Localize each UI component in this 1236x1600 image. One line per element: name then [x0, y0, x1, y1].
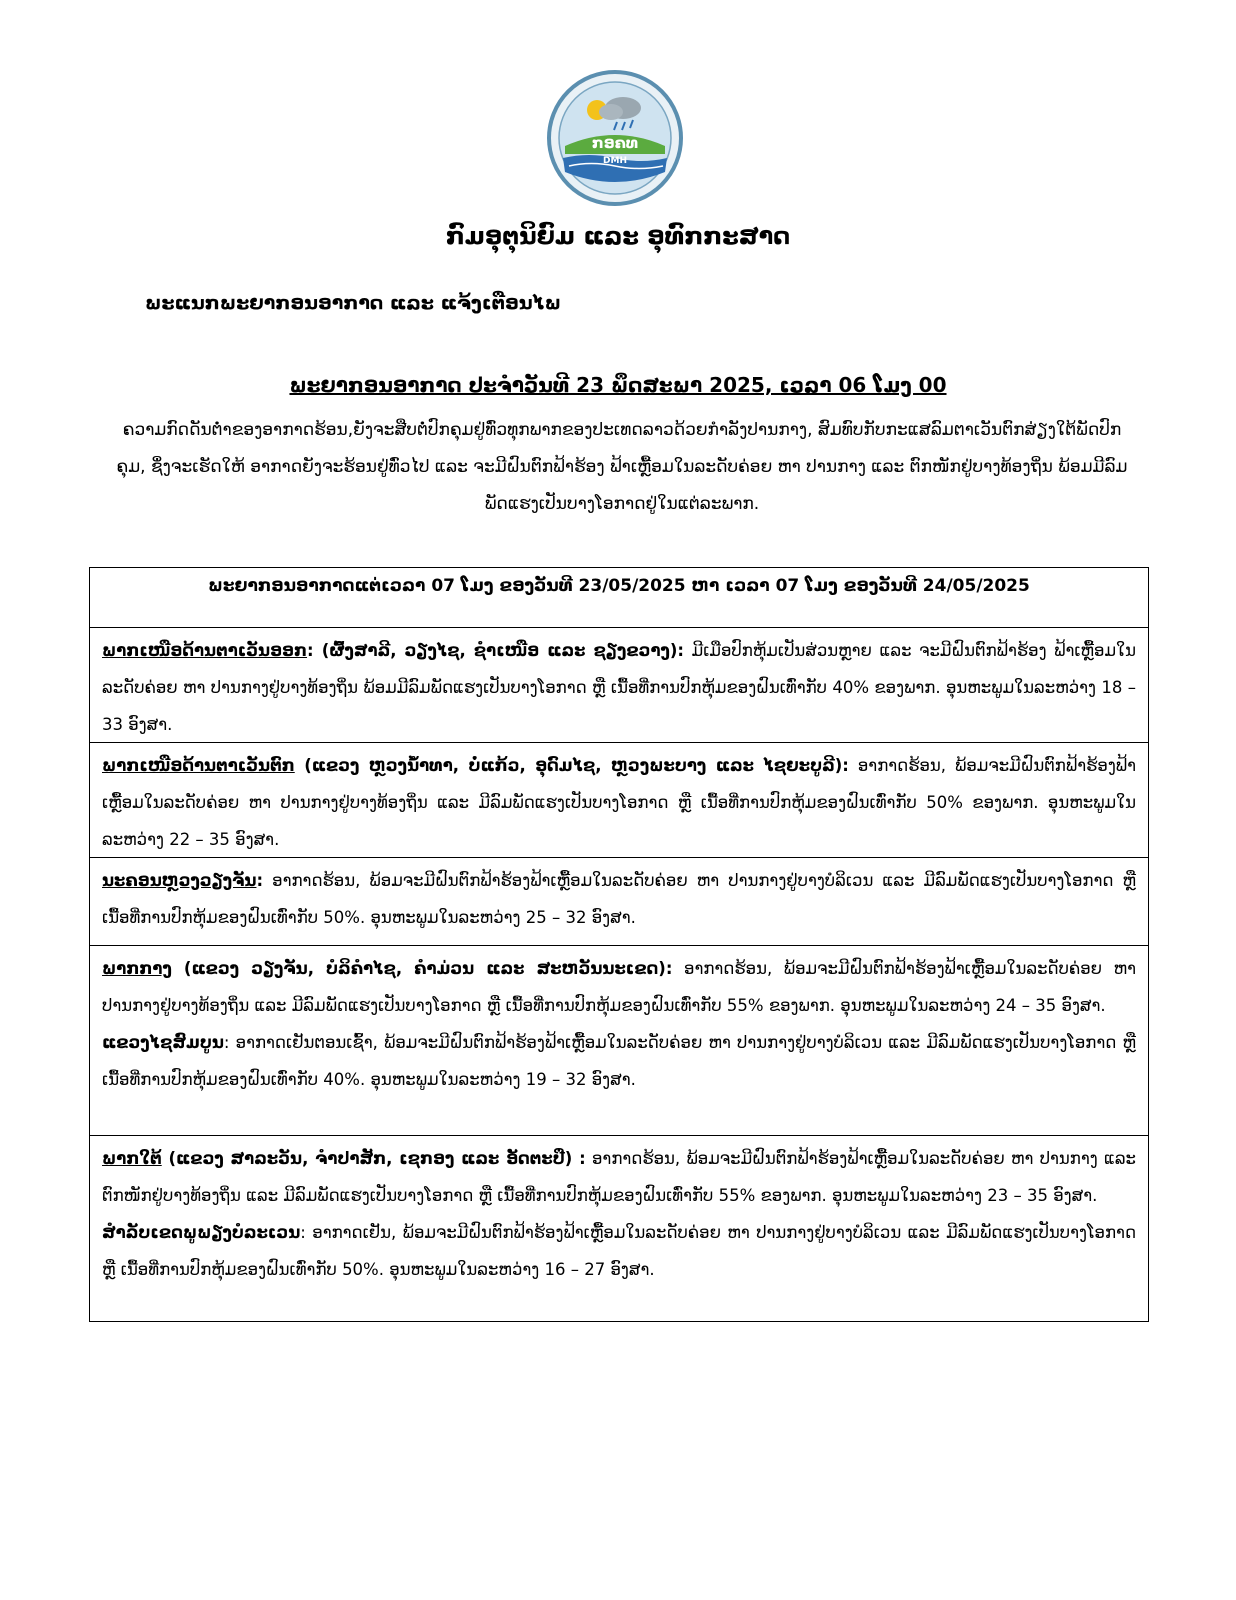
table-row: [90, 628, 1148, 743]
forecast-summary: ຄວາມກົດດັນຕ່ຳຂອງອາກາດຮ້ອນ,ຍັງຈະສືບຕໍ່ປົກຄຸມຢູ່ທົ່ວທຸກພາກຂອງປະເທດລາວດ້ວຍກຳລັງປານກາງ, ສົມທົບກັບກະແສລົມຕາເວັນຕົກສ່ຽງໃຕ້ພັດປົກຄຸມ, ຊຶ່ງຈະເຮັດໃຫ້ ອາກາດຍັງຈະຮ້ອນຢູ່ທົ່ວໄປ ແລະ ຈະມີຝົນຕົກຟ້າຮ້ອງ ຟ້າເຫຼື້ອມໃນລະດັບຄ່ອຍ ຫາ ປານກາງ ແລະ ຕົກໜັກຢູ່ບາງທ້ອງຖິ່ນ ພ້ອມມີລົມພັດແຮງເປັນບາງໂອກາດຢູ່ໃນແຕ່ລະພາກ.: [116, 420, 1128, 514]
table-row: [90, 743, 1148, 858]
table-row: [90, 1136, 1148, 1321]
region-name: ພາກເໜືອດ້ານຕາເວັນອອກ: [102, 641, 308, 660]
region-name: ນະຄອນຫຼວງວຽງຈັນ: [102, 871, 257, 890]
region-paragraph: [102, 862, 1136, 936]
region-paragraph: [102, 950, 1136, 1024]
region-paragraph: [102, 747, 1136, 858]
region-name: ພາກໃຕ້: [102, 1149, 162, 1168]
region-paragraph: [102, 632, 1136, 743]
table-row: [90, 946, 1148, 1136]
region-paragraph: [102, 1140, 1136, 1214]
subregion-paragraph: [102, 1214, 1136, 1288]
region-provinces: (ແຂວງ ວຽງຈັນ, ບໍລິຄຳໄຊ, ຄຳມ່ວນ ແລະ ສະຫວັນນະເຂດ):: [171, 959, 673, 978]
table-header: ພະຍາກອນອາກາດແຕ່ເວລາ 07 ໂມງ ຂອງວັນທີ 23/05/2025 ຫາ ເວລາ 07 ໂມງ ຂອງວັນທີ 24/05/2025: [90, 568, 1148, 628]
region-forecast: ອາກາດຮ້ອນ, ພ້ອມຈະມີຝົນຕົກຟ້າຮ້ອງຟ້າເຫຼື້ອມໃນລະດັບຄ່ອຍ ຫາ ປານກາງຢູ່ບາງບໍລິເວນ ແລະ ມີລົມພັດແຮງເປັນບາງໂອກາດ ຫຼື ເນື້ອທີ່ການປົກຫຸ້ມຂອງຝົນເທົ່າກັບ 50%. ອຸນຫະພູມໃນລະຫວ່າງ 25 – 32 ອົງສາ.: [102, 871, 1136, 927]
subregion-paragraph: [102, 1024, 1136, 1098]
regional-forecast-table: [89, 567, 1149, 1322]
subregion-forecast: : ອາກາດເຢັນຕອນເຊົ້າ, ພ້ອມຈະມີຝົນຕົກຟ້າຮ້ອງຟ້າເຫຼື້ອມໃນລະດັບຄ່ອຍ ຫາ ປານກາງຢູ່ບາງບໍລິເວນ ແລະ ມີລົມພັດແຮງເປັນບາງໂອກາດ ຫຼື ເນື້ອທີ່ການປົກຫຸ້ມຂອງຝົນເທົ່າກັບ 40%. ອຸນຫະພູມໃນລະຫວ່າງ 19 – 32 ອົງສາ.: [102, 1033, 1136, 1089]
subregion-name: ແຂວງໄຊສົມບູນ: [102, 1033, 224, 1052]
logo-subtext: DMH: [603, 156, 627, 166]
region-name: ພາກກາງ: [102, 959, 172, 978]
region-forecast: ອາກາດຮ້ອນ, ພ້ອມຈະມີຝົນຕົກຟ້າຮ້ອງຟ້າເຫຼື້ອມໃນລະດັບຄ່ອຍ ຫາ ປານກາງຢູ່ບາງທ້ອງຖິ່ນ ແລະ ມີລົມພັດແຮງເປັນບາງໂອກາດ ຫຼື ເນື້ອທີ່ການປົກຫຸ້ມຂອງຝົນເທົ່າກັບ 55% ຂອງພາກ. ອຸນຫະພູມໃນລະຫວ່າງ 24 – 35 ອົງສາ.: [102, 959, 1136, 1015]
region-provinces: (ແຂວງ ສາລະວັນ, ຈຳປາສັກ, ເຊກອງ ແລະ ອັດຕະປື) :: [161, 1149, 586, 1168]
region-provinces: : (ຜົ້ງສາລີ, ວຽງໄຊ, ຊຳເໜືອ ແລະ ຊຽງຂວາງ):: [307, 641, 685, 660]
region-provinces: :: [256, 871, 264, 890]
forecast-title: ພະຍາກອນອາກາດ ປະຈຳວັນທີ 23 ພຶດສະພາ 2025, ເວລາ 06 ໂມງ 00: [289, 373, 947, 397]
subregion-name: ສຳລັບເຂດພູພຽງບໍລະເວນ: [102, 1223, 301, 1242]
region-forecast: ອາກາດຮ້ອນ, ພ້ອມຈະມີຝົນຕົກຟ້າຮ້ອງຟ້າເຫຼື້ອມໃນລະດັບຄ່ອຍ ຫາ ປານກາງຢູ່ບາງທ້ອງຖິ່ນ ແລະ ມີລົມພັດແຮງເປັນບາງໂອກາດ ຫຼື ເນື້ອທີ່ການປົກຫຸ້ມຂອງຝົນເທົ່າກັບ 50% ຂອງພາກ. ອຸນຫະພູມໃນລະຫວ່າງ 22 – 35 ອົງສາ.: [102, 756, 1136, 849]
region-forecast: ມີເມືອປົກຫຸ້ມເປັນສ່ວນຫຼາຍ ແລະ ຈະມີຝົນຕົກຟ້າຮ້ອງ ຟ້າເຫຼື້ອມໃນລະດັບຄ່ອຍ ຫາ ປານກາງຢູ່ບາງທ້ອງຖິ່ນ ພ້ອມມີລົມພັດແຮງເປັນບາງໂອກາດ ຫຼື ເນື້ອທີ່ການປົກຫຸ້ມຂອງຝົນເທົ່າກັບ 40% ຂອງພາກ. ອຸນຫະພູມໃນລະຫວ່າງ 18 – 33 ອົງສາ.: [102, 641, 1136, 734]
dmh-logo-emblem: [545, 68, 685, 208]
region-forecast: ອາກາດຮ້ອນ, ພ້ອມຈະມີຝົນຕົກຟ້າຮ້ອງຟ້າເຫຼື້ອມໃນລະດັບຄ່ອຍ ຫາ ປານກາງ ແລະ ຕົກໜັກຢູ່ບາງທ້ອງຖິ່ນ ແລະ ມີລົມພັດແຮງເປັນບາງໂອກາດ ຫຼື ເນື້ອທີ່ການປົກຫຸ້ມຂອງຝົນເທົ່າກັບ 55% ຂອງພາກ. ອຸນຫະພູມໃນລະຫວ່າງ 23 – 35 ອົງສາ.: [102, 1149, 1136, 1205]
subregion-forecast: : ອາກາດເຢັນ, ພ້ອມຈະມີຝົນຕົກຟ້າຮ້ອງຟ້າເຫຼື້ອມໃນລະດັບຄ່ອຍ ຫາ ປານກາງຢູ່ບາງບໍລິເວນ ແລະ ມີລົມພັດແຮງເປັນບາງໂອກາດ ຫຼື ເນື້ອທີ່ການປົກຫຸ້ມຂອງຝົນເທົ່າກັບ 50%. ອຸນຫະພູມໃນລະຫວ່າງ 16 – 27 ອົງສາ.: [102, 1223, 1136, 1279]
table-row: [90, 858, 1148, 946]
region-provinces: (ແຂວງ ຫຼວງນ້ຳທາ, ບໍ່ແກ້ວ, ອຸດົມໄຊ, ຫຼວງພະບາງ ແລະ ໄຊຍະບູລີ):: [294, 756, 849, 775]
dmh-logo: [545, 68, 685, 208]
logo-text: ກອຄທ: [591, 134, 639, 152]
department-title: ພະແນກພະຍາກອນອາກາດ ແລະ ແຈ້ງເຕືອນໄພ: [145, 292, 562, 314]
ministry-title: ກົມອຸຕຸນິຍົມ ແລະ ອຸທົກກະສາດ: [445, 222, 791, 250]
region-name: ພາກເໜືອດ້ານຕາເວັນຕົກ: [102, 756, 295, 775]
